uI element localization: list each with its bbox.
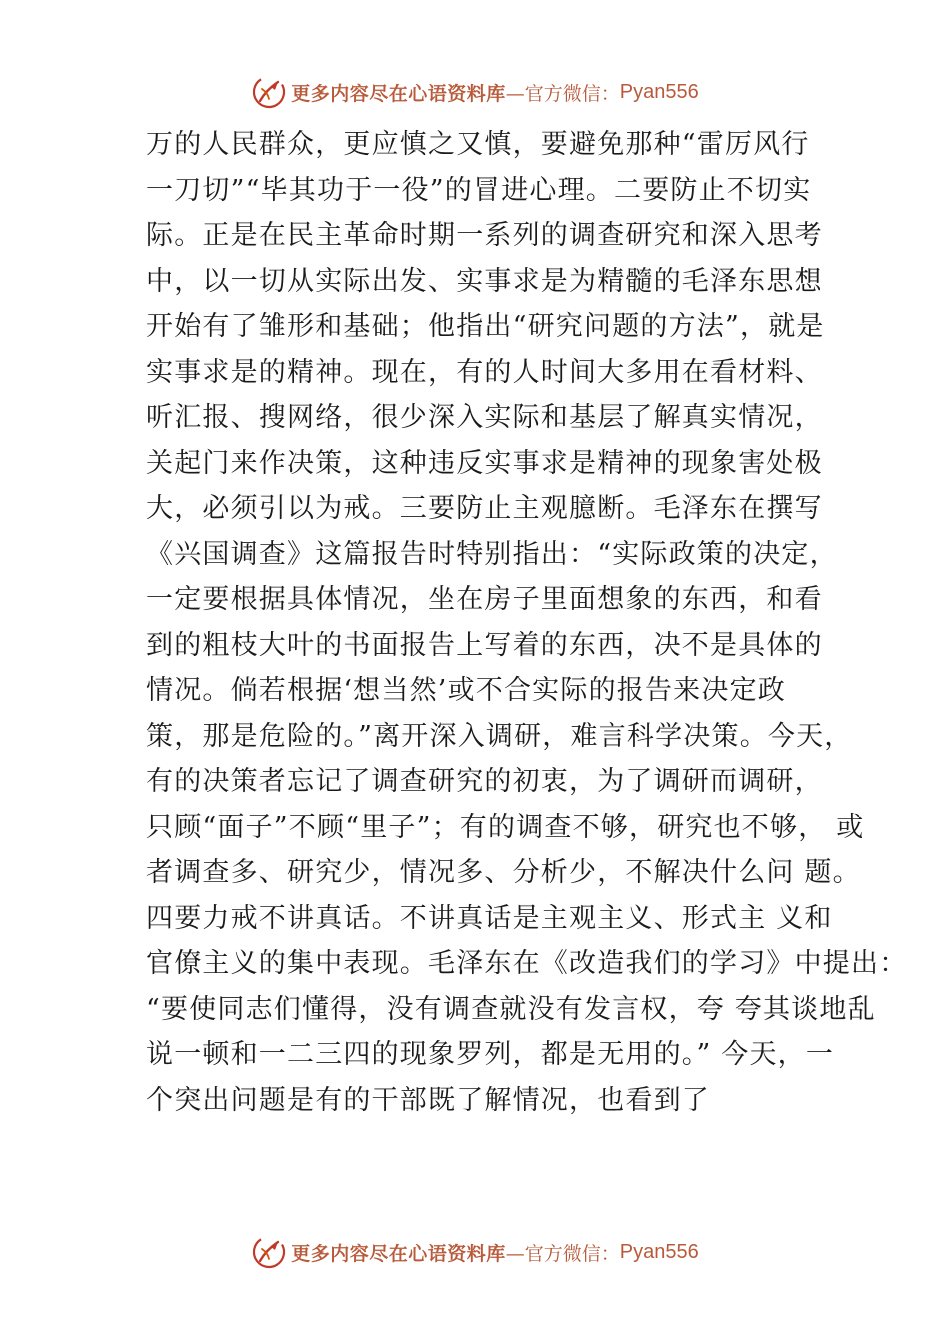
footer-banner (0, 1232, 950, 1272)
document-body (146, 122, 908, 1123)
text-line: 官僚主义的集中表现。毛泽东在《改造我们的学习》中提出： (146, 948, 908, 979)
text-line: 关起门来作决策，这种违反实事求是精神的现象害处极 (146, 447, 823, 479)
text-line: 一刀切”“毕其功于一役”的冒进心理。二要防止不切实 (146, 174, 812, 206)
brand-logo-icon (251, 1234, 287, 1270)
text-line: 实事求是的精神。现在，有的人时间大多用在看材料、 (146, 356, 823, 388)
footer-banner-title: 更多内容尽在心语资料库 (291, 1242, 506, 1265)
text-line: 万的人民群众，更应慎之又慎，要避免那种“雷厉风行 (146, 129, 810, 160)
header-banner-suffix: —官方微信： (505, 82, 620, 105)
text-line: “要使同志们懂得，没有调查就没有发言权，夸 夸其谈地乱 (146, 993, 876, 1025)
text-line: 大，必须引以为戒。三要防止主观臆断。毛泽东在撰写 (146, 493, 823, 524)
text-line: 策，那是危险的。”离开深入调研，难言科学决策。今天， (146, 720, 853, 752)
text-line: 中，以一切从实际出发、实事求是为精髓的毛泽东思想 (146, 265, 823, 297)
footer-banner-wechat-id: Pyan556 (619, 1240, 699, 1263)
text-line: 开始有了雏形和基础；他指出“研究问题的方法”，就是 (146, 311, 825, 342)
text-line: 到的粗枝大叶的书面报告上写着的东西，决不是具体的 (146, 629, 823, 661)
text-line: 者调查多、研究少，情况多、分析少，不解决什么问 题。 (146, 857, 861, 888)
text-line: 只顾“面子”不顾“里子”；有的调查不够，研究也不够， 或 (146, 811, 865, 843)
text-line: 说一顿和一二三四的现象罗列，都是无用的。” 今天，一 (146, 1039, 835, 1070)
text-line: 情况。倘若根据‘想当然’或不合实际的报告来决定政 (146, 675, 786, 706)
header-banner-title: 更多内容尽在心语资料库 (291, 82, 506, 105)
text-line: 一定要根据具体情况，坐在房子里面想象的东西，和看 (146, 584, 823, 615)
text-line: 个突出问题是有的干部既了解情况，也看到了 (146, 1084, 710, 1116)
text-line: 际。正是在民主革命时期一系列的调查研究和深入思考 (146, 220, 823, 251)
text-line: 有的决策者忘记了调查研究的初衷，为了调研而调研， (146, 766, 823, 797)
text-line: 《兴国调查》这篇报告时特别指出：“实际政策的决定， (146, 538, 838, 570)
text-line: 四要力戒不讲真话。不讲真话是主观主义、形式主 义和 (146, 902, 833, 934)
header-banner-wechat-id: Pyan556 (619, 80, 699, 103)
brand-logo-icon (251, 74, 287, 110)
footer-banner-suffix: —官方微信： (505, 1242, 620, 1265)
text-line: 听汇报、搜网络，很少深入实际和基层了解真实情况， (146, 402, 823, 433)
header-banner (0, 72, 950, 112)
